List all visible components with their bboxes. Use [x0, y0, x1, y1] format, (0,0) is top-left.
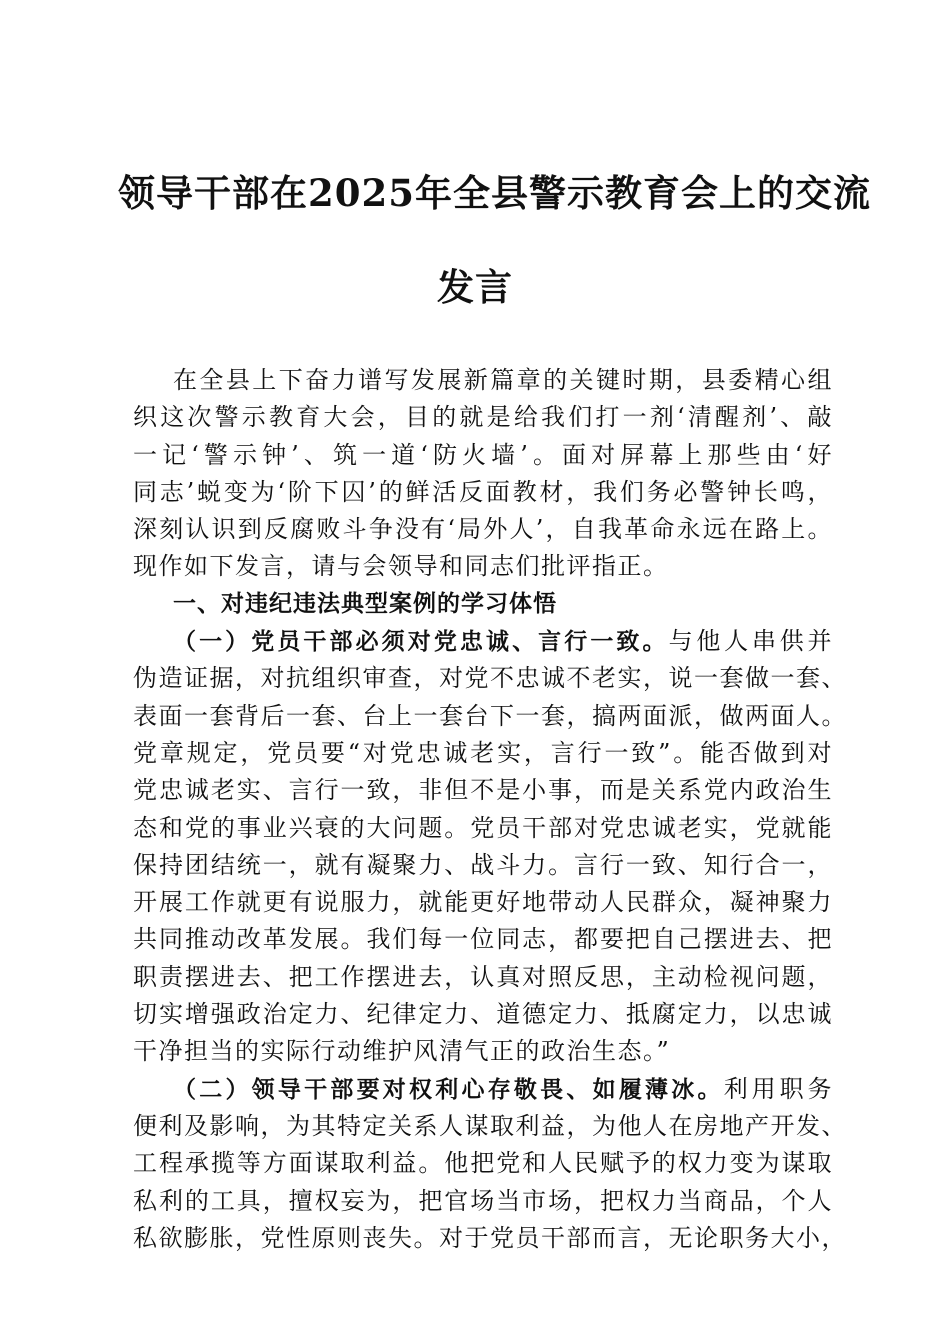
point-2-text: 利用职务: [723, 1074, 833, 1103]
section-heading: 一、对违纪违法典型案例的学习体悟: [173, 590, 557, 617]
point-2-line: 工程承揽等方面谋取利益。他把党和人民赋予的权力变为谋取: [133, 1149, 833, 1178]
point-2-line: 便利及影响，为其特定关系人谋取利益，为他人在房地产开发、: [133, 1111, 847, 1140]
point-1-line: 共同推动改革发展。我们每一位同志，都要把自己摆进去、把: [133, 925, 833, 954]
point-1-line: 职责摆进去、把工作摆进去，认真对照反思，主动检视问题，: [133, 962, 833, 991]
intro-line: 织这次警示教育大会，目的就是给我们打一剂‘清醒剂’、敲: [133, 403, 833, 432]
point-2-line: 私利的工具，擅权妄为，把官场当市场，把权力当商品，个人: [133, 1186, 833, 1215]
document-title-line-1: 领导干部在2025年全县警示教育会上的交流: [118, 171, 871, 215]
document-body: [133, 362, 847, 1257]
intro-line: 一记‘警示钟’、筑一道‘防火墙’。面对屏幕上那些由‘好: [133, 440, 833, 469]
intro-line: 同志’蜕变为‘阶下囚’的鲜活反面教材，我们务必警钟长鸣，: [133, 477, 833, 506]
point-1-text: 与他人串供并: [668, 627, 834, 656]
point-1-title: （一）党员干部必须对党忠诚、言行一致。: [173, 629, 669, 656]
point-1-line: 保持团结统一，就有凝聚力、战斗力。言行一致、知行合一，: [133, 850, 833, 879]
intro-line: 现作如下发言，请与会领导和同志们批评指正。: [133, 552, 669, 581]
point-2-title: （二）领导干部要对权利心存敬畏、如履薄冰。: [173, 1076, 724, 1103]
point-1-line: 表面一套背后一套、台上一套台下一套，搞两面派，做两面人。: [133, 701, 847, 730]
intro-line: 深刻认识到反腐败斗争没有‘局外人’，自我革命永远在路上。: [133, 515, 833, 544]
point-2-line: 私欲膨胀，党性原则丧失。对于党员干部而言，无论职务大小，: [133, 1223, 847, 1252]
document-title-line-2: 发言: [437, 265, 513, 309]
point-1-first-line: [133, 623, 833, 660]
point-1-line: 态和党的事业兴衰的大问题。党员干部对党忠诚老实，党就能: [133, 813, 833, 842]
point-1-line: 干净担当的实际行动维护风清气正的政治生态。”: [133, 1037, 671, 1066]
point-1-line: 伪造证据，对抗组织审查，对党不忠诚不老实，说一套做一套、: [133, 664, 847, 693]
intro-line: 在全县上下奋力谱写发展新篇章的关键时期，县委精心组: [173, 366, 833, 394]
point-1-line: 党章规定，党员要“对党忠诚老实，言行一致”。能否做到对: [133, 738, 833, 767]
point-1-line: 党忠诚老实、言行一致，非但不是小事，而是关系党内政治生: [133, 776, 833, 805]
point-2-first-line: [133, 1071, 833, 1108]
point-1-line: 切实增强政治定力、纪律定力、道德定力、抵腐定力，以忠诚: [133, 1000, 833, 1029]
point-1-line: 开展工作就更有说服力，就能更好地带动人民群众，凝神聚力: [133, 888, 833, 917]
